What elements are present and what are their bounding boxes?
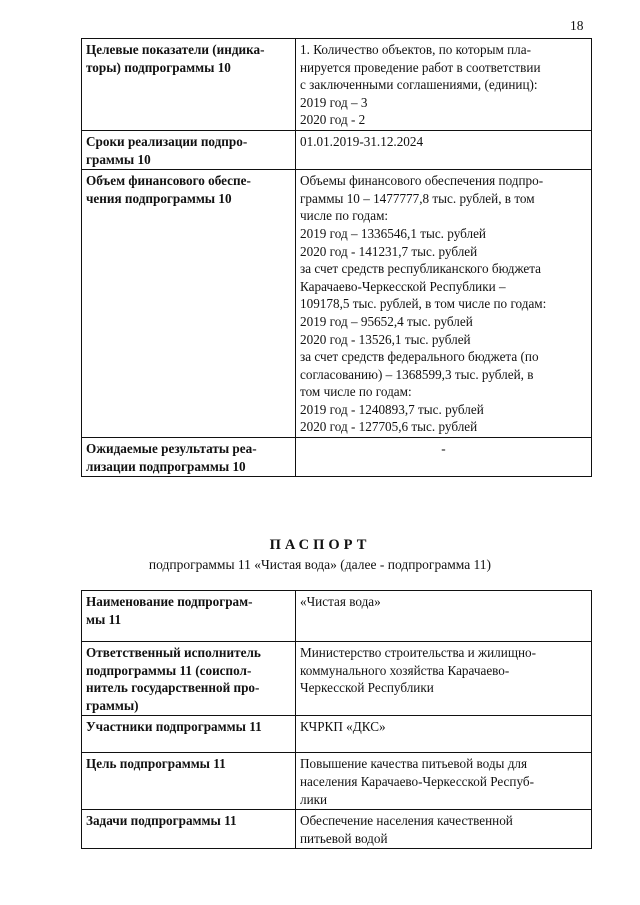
value-line: 2020 год - 13526,1 тыс. рублей — [300, 331, 471, 347]
value-line: 2020 год - 141231,7 тыс. рублей — [300, 243, 478, 259]
value-line: питьевой водой — [300, 830, 388, 846]
value-line: Объемы финансового обеспечения подпро- — [300, 173, 544, 189]
value-line: Черкесской Республики — [300, 680, 434, 696]
label-line: торы) подпрограммы 10 — [86, 59, 231, 75]
label-line: Ожидаемые результаты реа- — [86, 441, 257, 457]
table-row — [82, 642, 592, 716]
label-line: мы 11 — [86, 611, 122, 627]
value-line: «Чистая вода» — [300, 594, 381, 609]
passport-subtitle: подпрограммы 11 «Чистая вода» (далее - подпрограмма 11) — [148, 557, 492, 572]
value-line: 2020 год - 2 — [300, 112, 366, 128]
table-row — [82, 716, 592, 753]
value-cell-responsible-executor — [296, 642, 592, 716]
value-line: нируется проведение работ в соответствии — [300, 59, 541, 75]
value-line: за счет средств республиканского бюджета — [300, 261, 542, 277]
value-line: 109178,5 тыс. рублей, в том числе по годам: — [300, 296, 547, 312]
table-row — [82, 130, 592, 169]
label-cell-target-indicators — [82, 39, 296, 131]
value-line: Карачаево-Черкесской Республики – — [300, 278, 506, 294]
value-line: Обеспечение населения качественной — [300, 813, 513, 829]
subprogram-10-table — [81, 38, 592, 477]
value-line: - — [441, 441, 446, 457]
value-line: Министерство строительства и жилищно- — [300, 645, 537, 660]
label-cell-funding-volume — [82, 170, 296, 438]
value-line: граммы 10 – 1477777,8 тыс. рублей, в том — [300, 190, 535, 206]
table-row — [82, 810, 592, 849]
value-line: 2019 год - 1240893,7 тыс. рублей — [300, 401, 484, 417]
label-cell-responsible-executor — [82, 642, 296, 716]
label-line: Объем финансового обеспе- — [86, 173, 251, 189]
value-line: за счет средств федерального бюджета (по — [300, 349, 539, 365]
value-cell-target-indicators — [296, 39, 592, 131]
subprogram-11-table — [81, 590, 592, 849]
label-cell-expected-results — [82, 438, 296, 477]
value-line: Повышение качества питьевой воды для — [300, 756, 528, 772]
page-number: 18 — [570, 18, 584, 33]
table-row — [82, 170, 592, 438]
label-cell-participants — [82, 716, 296, 753]
value-line: КЧРКП «ДКС» — [300, 719, 386, 735]
value-line: с заключенными соглашениями, (единиц): — [300, 77, 538, 93]
label-line: Ответственный исполнитель — [86, 645, 261, 660]
value-line: 2019 год – 3 — [300, 94, 368, 110]
label-line: подпрограммы 11 (соиспол- — [86, 662, 252, 678]
label-line: Участники подпрограммы 11 — [86, 719, 262, 735]
value-line: согласованию) – 1368599,3 тыс. рублей, в — [300, 366, 534, 382]
value-cell-participants — [296, 716, 592, 753]
label-line: Наименование подпрограм- — [86, 594, 253, 609]
label-line: Цель подпрограммы 11 — [86, 756, 226, 772]
value-cell-goal — [296, 753, 592, 810]
value-line: 01.01.2019-31.12.2024 — [300, 133, 424, 149]
label-line: лизации подпрограммы 10 — [86, 458, 246, 474]
label-line: нитель государственной про- — [86, 680, 260, 696]
value-line: 2019 год – 1336546,1 тыс. рублей — [300, 225, 486, 241]
table-row — [82, 438, 592, 477]
value-line: 1. Количество объектов, по которым пла- — [300, 42, 531, 57]
value-line: лики — [300, 791, 328, 807]
value-line: 2020 год - 127705,6 тыс. рублей — [300, 419, 478, 435]
value-cell-name — [296, 591, 592, 642]
value-cell-timeframe — [296, 130, 592, 169]
label-line: граммы 10 — [86, 151, 151, 167]
table-row — [82, 591, 592, 642]
label-line: Задачи подпрограммы 11 — [86, 813, 237, 829]
value-line: 2019 год – 95652,4 тыс. рублей — [300, 313, 473, 329]
label-line: граммы) — [86, 697, 139, 713]
label-line: Сроки реализации подпро- — [86, 133, 248, 149]
value-cell-funding-volume — [296, 170, 592, 438]
table-row — [82, 753, 592, 810]
label-cell-name — [82, 591, 296, 642]
value-cell-expected-results — [296, 438, 592, 477]
value-line: коммунального хозяйства Карачаево- — [300, 662, 510, 678]
label-line: чения подпрограммы 10 — [86, 190, 232, 206]
label-line: Целевые показатели (индика- — [86, 42, 265, 57]
value-line: населения Карачаево-Черкесской Респуб- — [300, 773, 534, 789]
value-line: числе по годам: — [300, 208, 389, 224]
value-line: том числе по годам: — [300, 384, 412, 400]
label-cell-tasks — [82, 810, 296, 849]
table-row — [82, 39, 592, 131]
passport-title: ПАСПОРТ — [269, 537, 371, 553]
label-cell-timeframe — [82, 130, 296, 169]
label-cell-goal — [82, 753, 296, 810]
value-cell-tasks — [296, 810, 592, 849]
